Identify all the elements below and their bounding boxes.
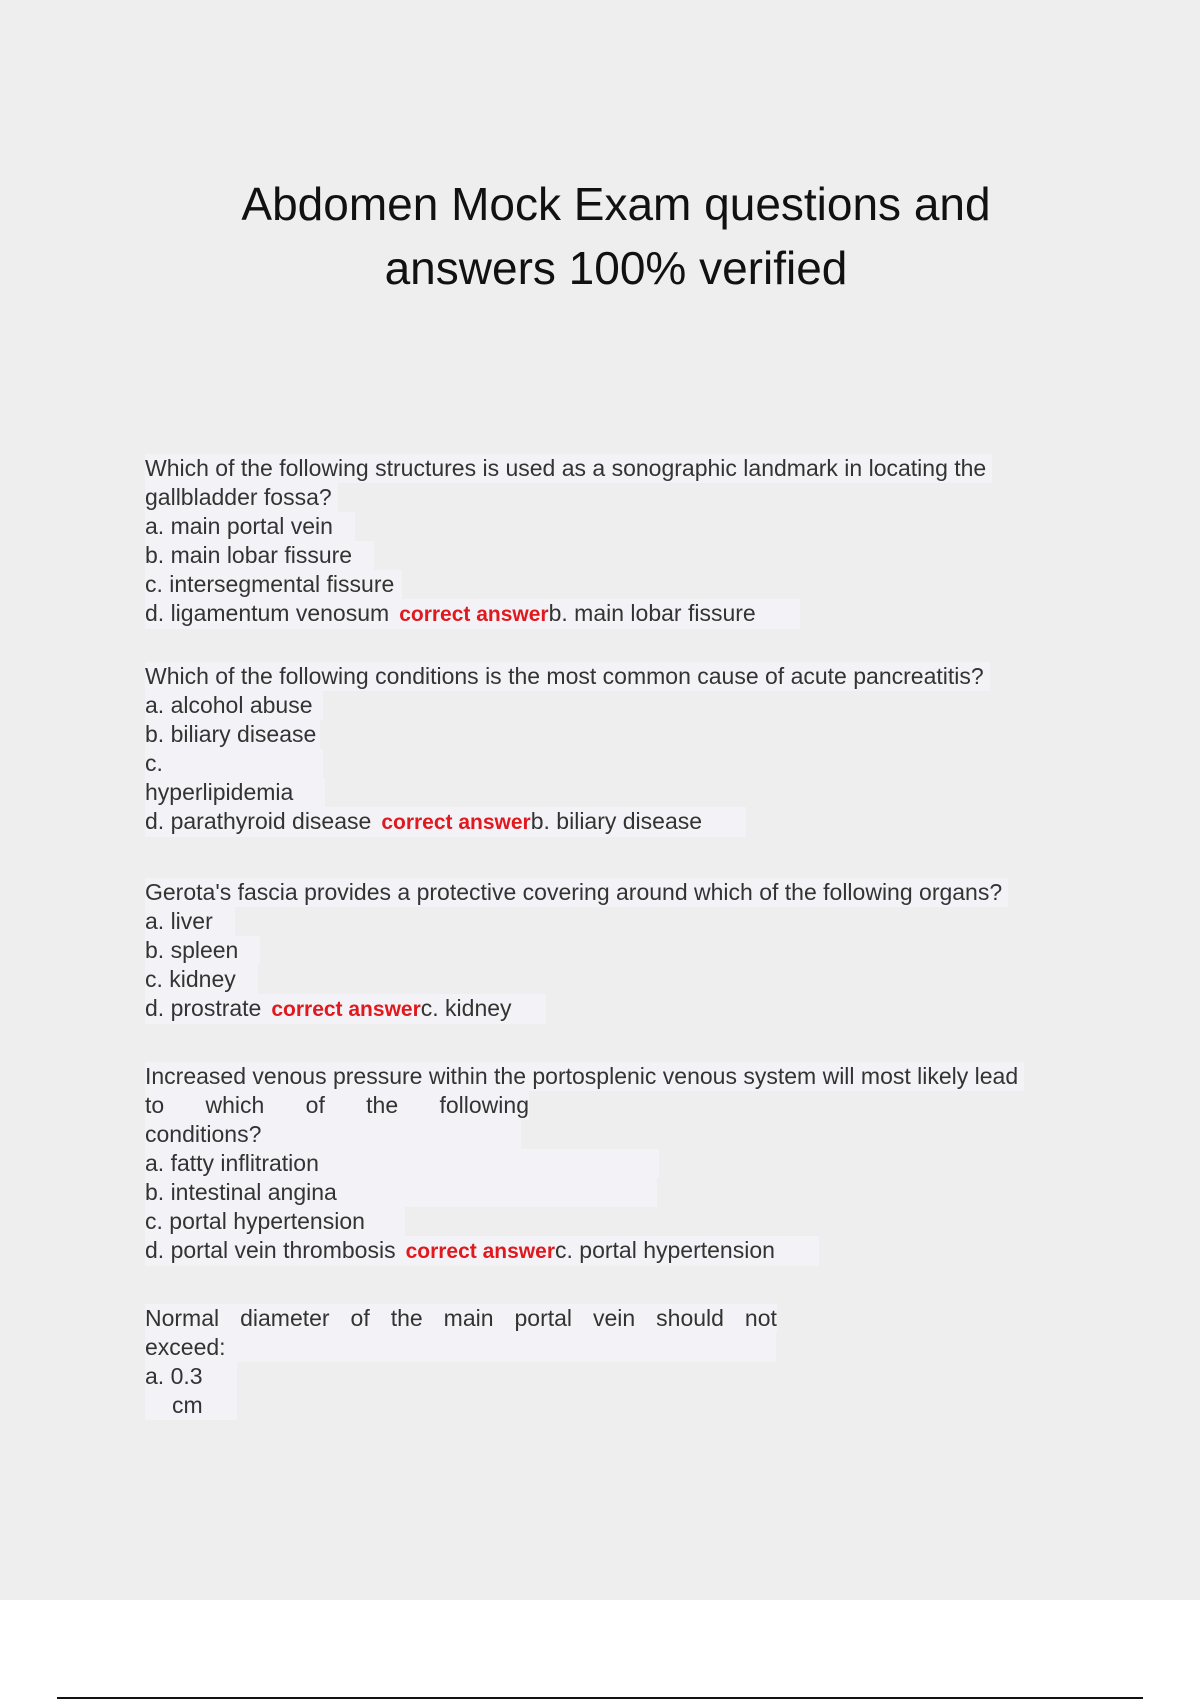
- question-stem: conditions?: [145, 1120, 521, 1149]
- stem-word: which: [205, 1092, 265, 1118]
- option-a: a. liver: [145, 907, 235, 936]
- title-line-1: Abdomen Mock Exam questions and: [241, 178, 991, 230]
- stem-word: the: [366, 1092, 399, 1118]
- stem-word: Normal: [145, 1305, 220, 1331]
- question-stem: exceed:: [145, 1333, 776, 1362]
- answer-text: c. portal hypertension: [555, 1237, 775, 1263]
- option-d-with-answer: [145, 994, 546, 1024]
- question-stem: Gerota's fascia provides a protective covering around which of the following organs?: [145, 878, 1008, 907]
- question-3: [145, 878, 1008, 1024]
- stem-word: following: [439, 1092, 529, 1118]
- answer-text: b. main lobar fissure: [548, 600, 756, 626]
- stem-word: of: [305, 1092, 325, 1118]
- option-a: a. main portal vein: [145, 512, 355, 541]
- option-a-continued: cm: [145, 1391, 237, 1420]
- stem-word: should: [656, 1305, 724, 1331]
- question-stem: gallbladder fossa?: [145, 483, 338, 512]
- option-c: c. kidney: [145, 965, 258, 994]
- title-line-2: answers 100% verified: [384, 242, 848, 294]
- option-c: c. intersegmental fissure: [145, 570, 402, 599]
- option-d-with-answer: [145, 1236, 819, 1266]
- stem-word: main: [443, 1305, 494, 1331]
- option-a: a. alcohol abuse: [145, 691, 323, 720]
- option-c: c.: [145, 749, 323, 778]
- correct-answer-marker: correct answer: [271, 998, 421, 1021]
- stem-word: vein: [593, 1305, 636, 1331]
- stem-word: to: [145, 1092, 165, 1118]
- correct-answer-marker: correct answer: [381, 811, 531, 834]
- answer-text: c. kidney: [420, 995, 512, 1021]
- option-d: d. portal vein thrombosis: [145, 1237, 396, 1263]
- stem-word: not: [744, 1305, 777, 1331]
- option-d-with-answer: [145, 599, 800, 629]
- footer-rule: [57, 1697, 1143, 1699]
- option-d: d. parathyroid disease: [145, 808, 372, 834]
- option-c-continued: hyperlipidemia: [145, 778, 325, 807]
- question-stem: Which of the following conditions is the most common cause of acute pancreatitis?: [145, 662, 990, 691]
- question-stem: Which of the following structures is used as a sonographic landmark in locating the: [145, 454, 992, 483]
- question-1: [145, 454, 992, 629]
- question-stem: Increased venous pressure within the portosplenic venous system will most likely lead: [145, 1062, 1024, 1091]
- stem-word: portal: [514, 1305, 573, 1331]
- option-b: b. main lobar fissure: [145, 541, 374, 570]
- question-2: [145, 662, 990, 837]
- stem-word: the: [390, 1305, 423, 1331]
- option-d: d. prostrate: [145, 995, 262, 1021]
- option-b: b. biliary disease: [145, 720, 320, 749]
- option-d-with-answer: [145, 807, 746, 837]
- option-b: b. intestinal angina: [145, 1178, 657, 1207]
- question-4: [145, 1062, 1024, 1266]
- stem-word: diameter: [240, 1305, 330, 1331]
- answer-text: b. biliary disease: [530, 808, 703, 834]
- correct-answer-marker: correct answer: [405, 1240, 555, 1263]
- question-5: [145, 1304, 777, 1420]
- option-a: a. fatty inflitration: [145, 1149, 659, 1178]
- document-title: [0, 172, 1200, 300]
- option-b: b. spleen: [145, 936, 260, 965]
- correct-answer-marker: correct answer: [399, 603, 549, 626]
- option-d: d. ligamentum venosum: [145, 600, 390, 626]
- stem-word: of: [350, 1305, 370, 1331]
- question-stem-justified: [145, 1091, 529, 1120]
- option-a: a. 0.3: [145, 1362, 237, 1391]
- question-stem-justified: [145, 1304, 777, 1333]
- option-c: c. portal hypertension: [145, 1207, 405, 1236]
